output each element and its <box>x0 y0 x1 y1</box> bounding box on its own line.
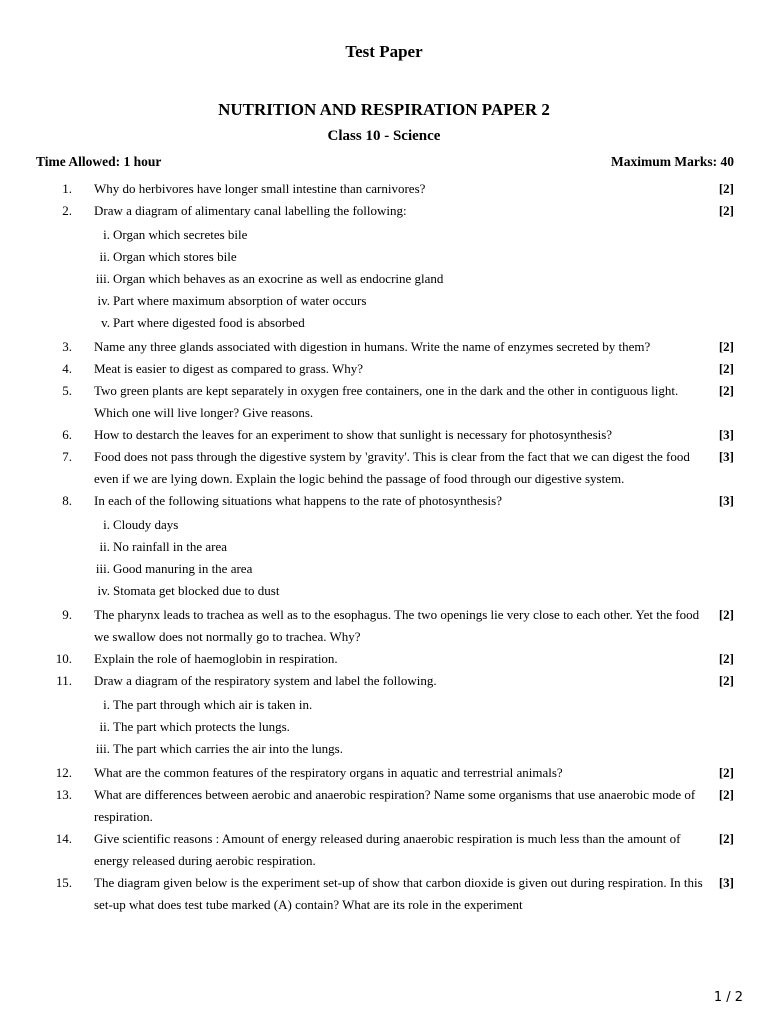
question-number: 3. <box>62 339 72 354</box>
question-marks: [2] <box>718 203 734 218</box>
question-marks: [2] <box>718 831 734 846</box>
paper-title: NUTRITION AND RESPIRATION PAPER 2 <box>218 100 550 119</box>
sub-question-numeral: ii. <box>99 719 110 734</box>
sub-question-text: Good manuring in the area <box>113 561 253 576</box>
sub-question-text: The part which carries the air into the lungs. <box>113 741 343 756</box>
question-item <box>36 670 734 692</box>
question-text: Food does not pass through the digestive system by 'gravity'. This is clear from the fact that we can digest the food even if we are lying down. Explain the logic behind the passage of food through our digestive system. <box>94 449 690 486</box>
question-number: 1. <box>62 181 72 196</box>
sub-question-item <box>94 536 734 558</box>
time-allowed: Time Allowed: 1 hour <box>36 154 162 169</box>
question-text: In each of the following situations what happens to the rate of photosynthesis? <box>94 493 502 508</box>
question-marks: [2] <box>718 361 734 376</box>
question-number: 9. <box>62 607 72 622</box>
sub-question-numeral: iii. <box>95 271 110 286</box>
question-text: How to destarch the leaves for an experiment to show that sunlight is necessary for photosynthesis? <box>94 427 613 442</box>
question-item <box>36 358 734 380</box>
question-marks: [3] <box>718 493 734 508</box>
question-marks: [3] <box>718 875 734 890</box>
sub-question-numeral: iv. <box>97 583 110 598</box>
maximum-marks: Maximum Marks: 40 <box>611 154 734 169</box>
sub-question-item <box>94 738 734 760</box>
sub-question-text: Organ which secretes bile <box>113 227 248 242</box>
sub-question-text: The part which protects the lungs. <box>113 719 290 734</box>
question-marks: [2] <box>718 607 734 622</box>
question-item <box>36 336 734 358</box>
question-number: 4. <box>62 361 72 376</box>
question-text: Name any three glands associated with digestion in humans. Write the name of enzymes secreted by them? <box>94 339 651 354</box>
sub-question-item <box>94 558 734 580</box>
sub-question-text: Part where digested food is absorbed <box>113 315 305 330</box>
page-number: 1 / 2 <box>713 990 743 1005</box>
question-number: 10. <box>55 651 72 666</box>
question-text: Why do herbivores have longer small intestine than carnivores? <box>94 181 426 196</box>
question-item <box>36 828 734 872</box>
question-number: 13. <box>55 787 72 802</box>
question-text: Draw a diagram of alimentary canal labelling the following: <box>94 203 407 218</box>
sub-question-text: Organ which behaves as an exocrine as well as endocrine gland <box>113 271 444 286</box>
question-marks: [2] <box>718 673 734 688</box>
question-marks: [2] <box>718 383 734 398</box>
page-title: Test Paper <box>345 42 423 61</box>
question-number: 11. <box>56 673 72 688</box>
sub-question-numeral: v. <box>101 315 110 330</box>
question-item <box>36 446 734 490</box>
question-item <box>36 784 734 828</box>
sub-question-numeral: i. <box>103 227 110 242</box>
sub-question-item <box>94 716 734 738</box>
question-marks: [2] <box>718 651 734 666</box>
question-text: Explain the role of haemoglobin in respiration. <box>94 651 338 666</box>
question-text: What are the common features of the respiratory organs in aquatic and terrestrial animals? <box>94 765 563 780</box>
question-item <box>36 200 734 222</box>
sub-question-text: The part through which air is taken in. <box>113 697 313 712</box>
question-text: The pharynx leads to trachea as well as to the esophagus. The two openings lie very close to each other. Yet the food we swallow does not normally go to trachea. Why? <box>94 607 700 644</box>
sub-question-numeral: iv. <box>97 293 110 308</box>
sub-question-text: Cloudy days <box>113 517 179 532</box>
sub-question-item <box>94 694 734 716</box>
sub-question-item <box>94 580 734 602</box>
question-marks: [3] <box>718 449 734 464</box>
question-text: The diagram given below is the experiment set-up of show that carbon dioxide is given out during respiration. In this set-up what does test tube marked (A) contain? What are its role in the experiment <box>94 875 703 912</box>
question-marks: [2] <box>718 765 734 780</box>
question-text: Draw a diagram of the respiratory system and label the following. <box>94 673 437 688</box>
question-number: 15. <box>55 875 72 890</box>
sub-question-item <box>94 514 734 536</box>
question-number: 12. <box>55 765 72 780</box>
question-number: 5. <box>62 383 72 398</box>
question-number: 7. <box>62 449 72 464</box>
sub-question-numeral: iii. <box>95 561 110 576</box>
sub-question-item <box>94 268 734 290</box>
question-number: 8. <box>62 493 72 508</box>
question-number: 6. <box>62 427 72 442</box>
question-marks: [2] <box>718 787 734 802</box>
question-item <box>36 604 734 648</box>
sub-question-list <box>36 692 734 762</box>
sub-question-numeral: i. <box>103 517 110 532</box>
question-item <box>36 178 734 200</box>
question-text: What are differences between aerobic and anaerobic respiration? Name some organisms that use anaerobic mode of respiration. <box>94 787 696 824</box>
question-marks: [3] <box>718 427 734 442</box>
sub-question-numeral: ii. <box>99 249 110 264</box>
question-item <box>36 762 734 784</box>
question-number: 2. <box>62 203 72 218</box>
question-item <box>36 490 734 512</box>
question-text: Two green plants are kept separately in oxygen free containers, one in the dark and the other in contiguous light. Which one will live longer? Give reasons. <box>94 383 679 420</box>
sub-question-list <box>36 512 734 604</box>
question-item <box>36 380 734 424</box>
sub-question-text: Stomata get blocked due to dust <box>113 583 280 598</box>
sub-question-text: Organ which stores bile <box>113 249 237 264</box>
question-text: Give scientific reasons : Amount of energy released during anaerobic respiration is much less than the amount of energy released during aerobic respiration. <box>94 831 681 868</box>
sub-question-item <box>94 246 734 268</box>
sub-question-item <box>94 224 734 246</box>
sub-question-numeral: ii. <box>99 539 110 554</box>
question-marks: [2] <box>718 339 734 354</box>
question-list <box>36 178 734 916</box>
sub-question-numeral: iii. <box>95 741 110 756</box>
class-subject-line: Class 10 - Science <box>327 128 441 144</box>
question-marks: [2] <box>718 181 734 196</box>
question-number: 14. <box>55 831 72 846</box>
question-item <box>36 648 734 670</box>
sub-question-list <box>36 222 734 336</box>
sub-question-item <box>94 290 734 312</box>
question-item <box>36 872 734 916</box>
sub-question-text: Part where maximum absorption of water occurs <box>113 293 367 308</box>
question-text: Meat is easier to digest as compared to grass. Why? <box>94 361 364 376</box>
sub-question-item <box>94 312 734 334</box>
sub-question-text: No rainfall in the area <box>113 539 228 554</box>
sub-question-numeral: i. <box>103 697 110 712</box>
question-item <box>36 424 734 446</box>
